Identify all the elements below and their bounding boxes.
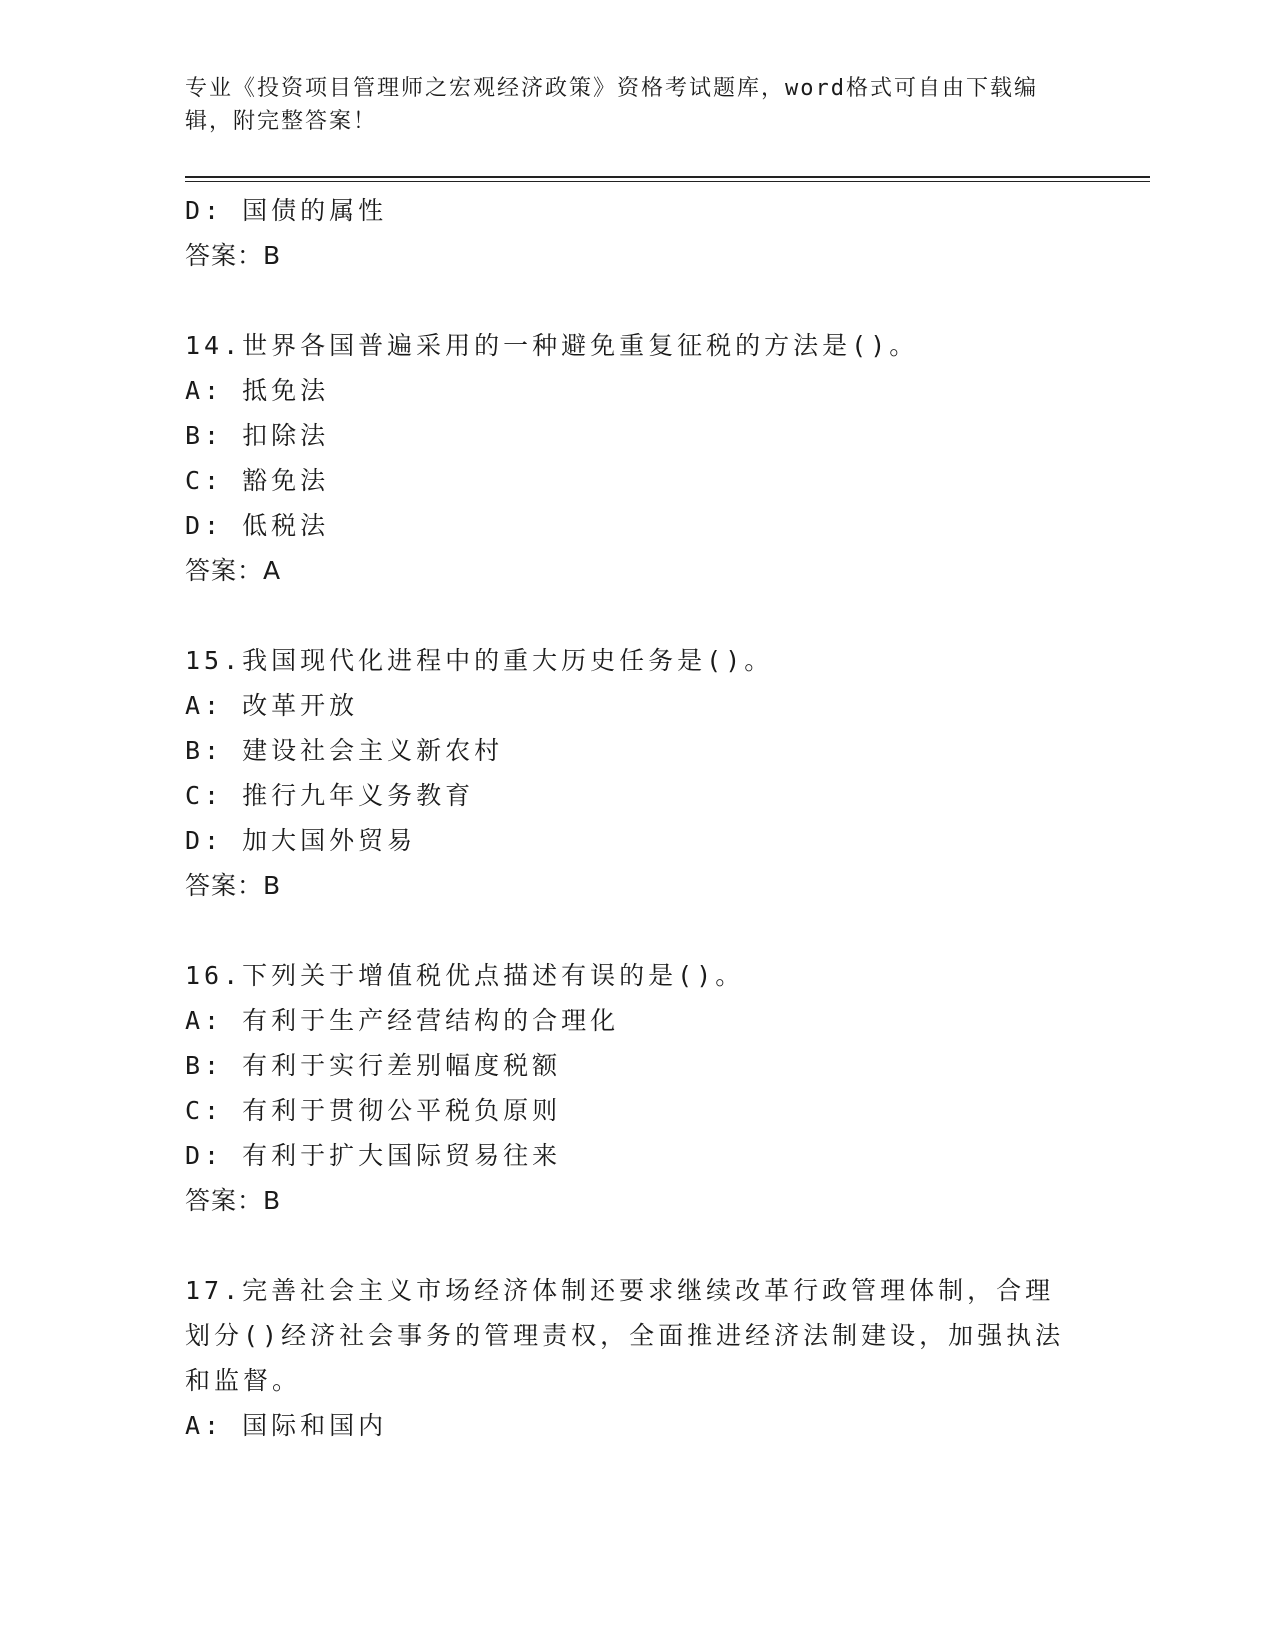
header-divider-thin <box>185 181 1150 182</box>
question-stem: 14.世界各国普遍采用的一种避免重复征税的方法是()。 <box>185 331 919 360</box>
question-stem: 16.下列关于增值税优点描述有误的是()。 <box>185 961 745 990</box>
option-c: C: 豁免法 <box>185 466 330 495</box>
question-16 <box>185 953 1085 1223</box>
option-a: A: 国际和国内 <box>185 1411 388 1440</box>
question-14 <box>185 323 1085 593</box>
page-header-text: 专业《投资项目管理师之宏观经济政策》资格考试题库，word格式可自由下载编辑，附完整答案！ <box>185 76 1038 134</box>
option-b: B: 有利于实行差别幅度税额 <box>185 1051 562 1080</box>
question-15 <box>185 638 1085 908</box>
prev-answer: 答案：B <box>185 241 282 270</box>
option-a: A: 抵免法 <box>185 376 330 405</box>
option-b: B: 建设社会主义新农村 <box>185 736 504 765</box>
option-c: C: 推行九年义务教育 <box>185 781 475 810</box>
prev-option-d: D: 国债的属性 <box>185 196 388 225</box>
answer: 答案：A <box>185 556 282 585</box>
answer: 答案：B <box>185 871 282 900</box>
option-a: A: 改革开放 <box>185 691 359 720</box>
option-a: A: 有利于生产经营结构的合理化 <box>185 1006 620 1035</box>
answer: 答案：B <box>185 1186 282 1215</box>
option-d: D: 低税法 <box>185 511 330 540</box>
option-d: D: 加大国外贸易 <box>185 826 417 855</box>
option-b: B: 扣除法 <box>185 421 330 450</box>
option-c: C: 有利于贯彻公平税负原则 <box>185 1096 562 1125</box>
question-17 <box>185 1268 1085 1448</box>
question-stem: 17.完善社会主义市场经济体制还要求继续改革行政管理体制，合理划分()经济社会事务的管理责权，全面推进经济法制建设，加强执法和监督。 <box>185 1276 1065 1395</box>
option-d: D: 有利于扩大国际贸易往来 <box>185 1141 562 1170</box>
header-divider-thick <box>185 176 1150 178</box>
question-content <box>185 188 1085 1448</box>
question-stem: 15.我国现代化进程中的重大历史任务是()。 <box>185 646 774 675</box>
